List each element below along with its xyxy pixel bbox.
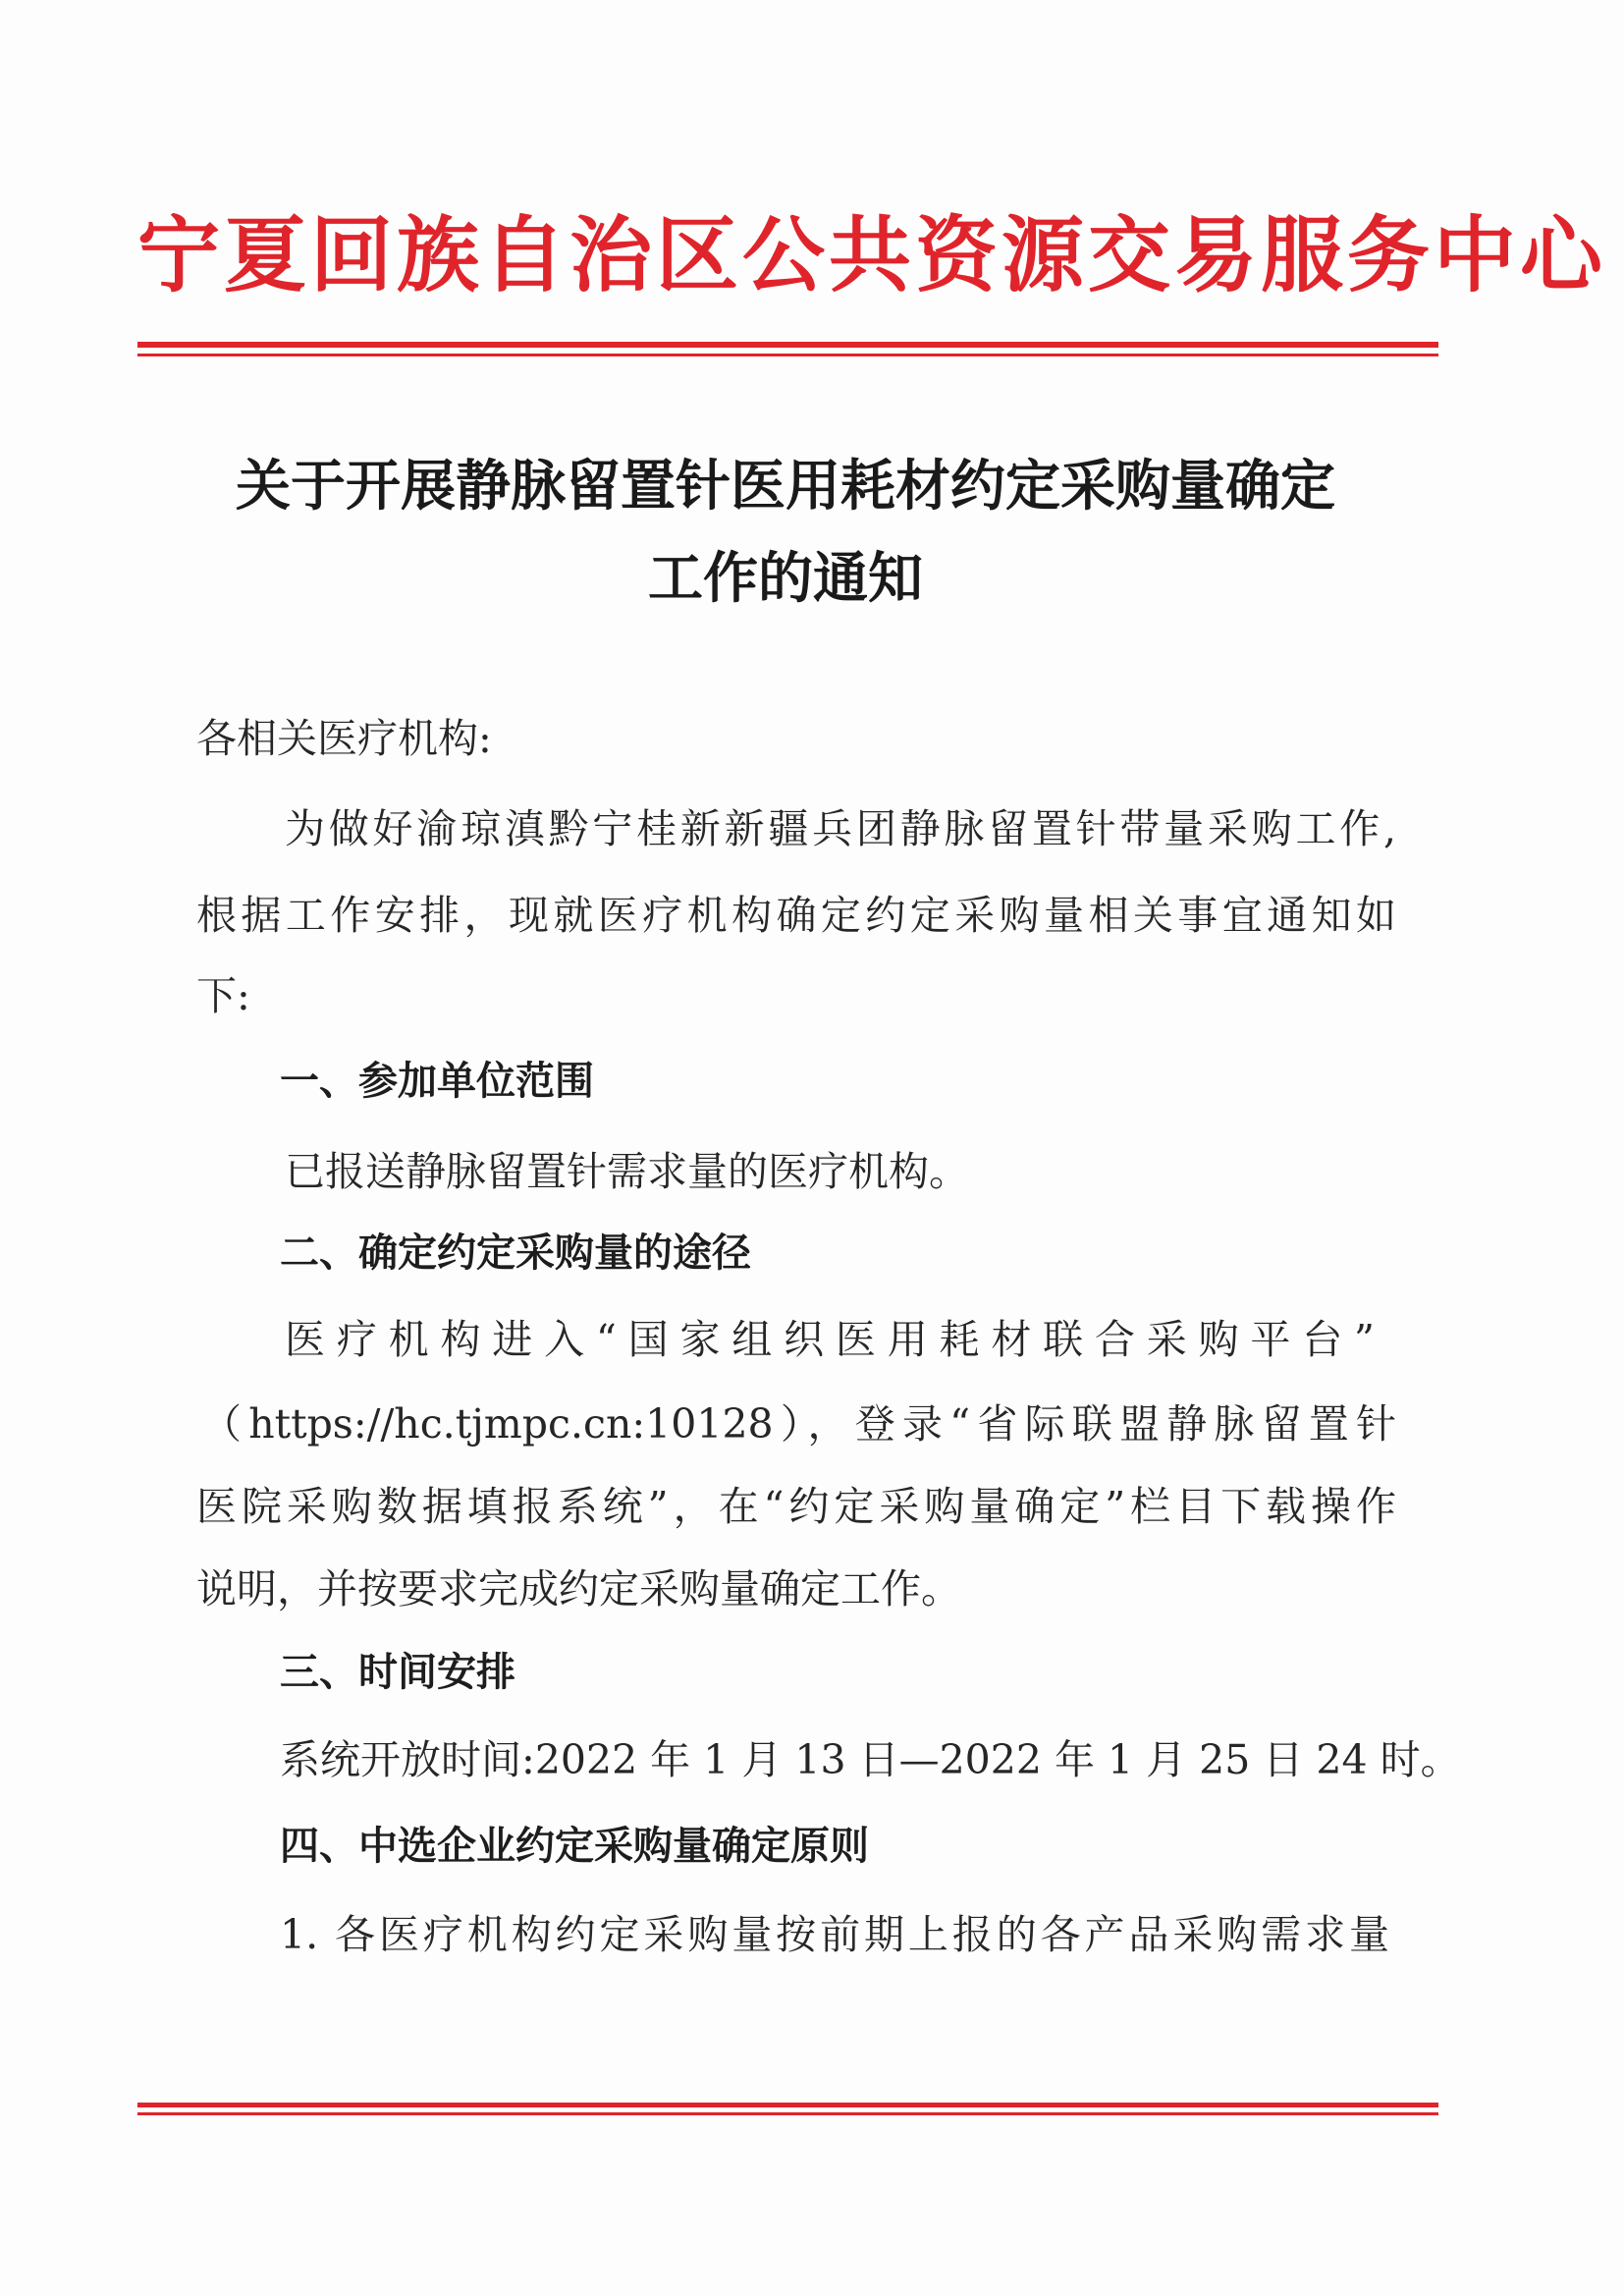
section-2-text-line-4: 说明，并按要求完成约定采购量确定工作。 [196,1565,961,1613]
section-2-heading: 二、确定约定采购量的途径 [280,1230,751,1276]
section-1-heading: 一、参加单位范围 [280,1059,594,1104]
section-4-item-1: 1. 各医疗机构约定采购量按前期上报的各产品采购需求量 [280,1911,1389,1958]
header-red-rule-thick [137,342,1438,348]
footer-red-rule-thin [137,2112,1438,2115]
section-2-text-line-3: 医院采购数据填报系统”，在“约定采购量确定”栏目下载操作 [196,1483,1396,1530]
section-3-heading: 三、时间安排 [280,1650,515,1695]
section-3-text: 系统开放时间:2022 年 1 月 13 日—2022 年 1 月 25 日 24 时。 [280,1736,1461,1783]
footer-red-rule-thick [137,2103,1438,2107]
section-2-text-line-1: 医疗机构进入“国家组织医用耗材联合采购平台” [285,1316,1375,1363]
header-red-rule-thin [137,354,1438,356]
issuing-organization-header: 宁夏回族自治区公共资源交易服务中心 [137,206,1607,303]
intro-paragraph-line-1: 为做好渝琼滇黔宁桂新新疆兵团静脉留置针带量采购工作, [285,805,1396,852]
section-4-heading: 四、中选企业约定采购量确定原则 [280,1824,869,1869]
section-1-text: 已报送静脉留置针需求量的医疗机构。 [285,1148,969,1195]
section-2-text-line-2: （https://hc.tjmpc.cn:10128），登录“省际联盟静脉留置针 [201,1400,1396,1448]
intro-paragraph-line-3: 下: [196,972,250,1019]
salutation: 各相关医疗机构: [196,715,492,762]
intro-paragraph-line-2: 根据工作安排，现就医疗机构确定约定采购量相关事宜通知如 [196,892,1396,939]
document-title-line-2: 工作的通知 [648,546,923,611]
document-title-line-1: 关于开展静脉留置针医用耗材约定采购量确定 [236,454,1335,519]
